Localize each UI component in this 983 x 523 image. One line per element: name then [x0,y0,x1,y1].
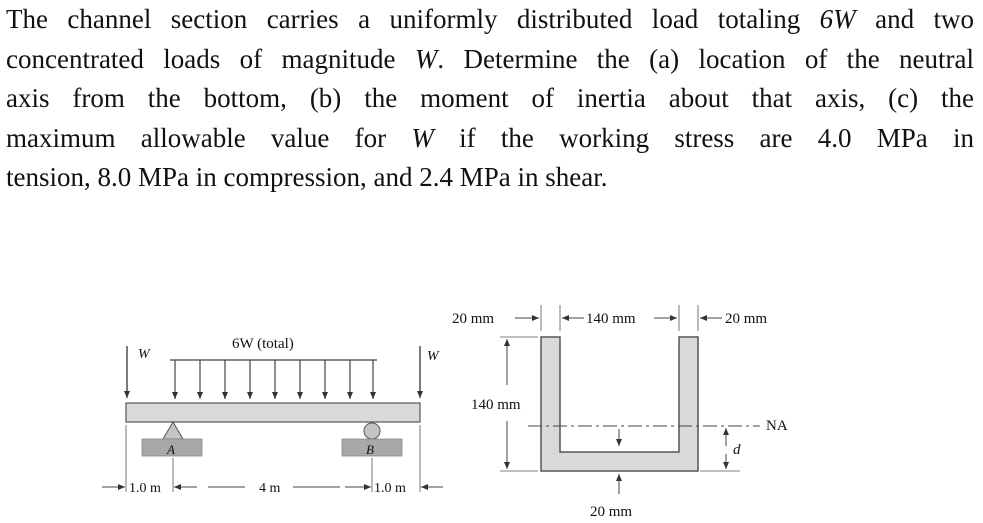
problem-line-1-text: The channel section carries a uniformly distributed load totaling [6,4,820,34]
problem-line-3: axis from the bottom, (b) the moment of inertia about that axis, (c) the [6,83,974,113]
beam [126,403,420,422]
distributed-load-arrows [175,360,373,399]
dim-bottom-label: 20 mm [590,504,633,520]
neutral-axis-label: NA [766,418,788,434]
dim-flange-right-label: 20 mm [725,311,768,327]
load-w-allowable: W [411,122,434,153]
problem-line-4-text: maximum allowable value for [6,122,412,153]
channel-section [452,305,788,520]
support-a-label: A [167,442,175,457]
dim-left-label: 1.0 m [129,481,161,496]
dim-right-label: 1.0 m [374,481,406,496]
load-left-label: W [138,347,150,362]
problem-line-4-end: if the working stress are 4.0 MPa in [433,122,974,153]
problem-line-1-end: and two [855,4,974,34]
problem-line-2-end: . Determine the (a) location of the neutral [437,43,975,74]
dim-middle-label: 4 m [259,481,281,496]
load-w: W [414,43,438,74]
load-6w: 6W [819,4,856,34]
load-right-label: W [427,349,439,364]
dim-flange-left-label: 20 mm [452,311,495,327]
beam-diagram [102,336,443,496]
support-b-roller [364,423,380,439]
problem-line-5: tension, 8.0 MPa in compression, and 2.4 MPa in shear. [6,162,608,192]
dim-height-label: 140 mm [471,397,521,413]
problem-line-2-text: concentrated loads of magnitude [6,43,415,74]
support-b-label: B [366,442,374,457]
dim-inner-width-label: 140 mm [586,311,636,327]
support-a-pin [163,422,183,439]
distributed-load-label: 6W (total) [232,336,294,352]
channel-shape [541,337,698,471]
na-distance-label: d [733,442,741,458]
